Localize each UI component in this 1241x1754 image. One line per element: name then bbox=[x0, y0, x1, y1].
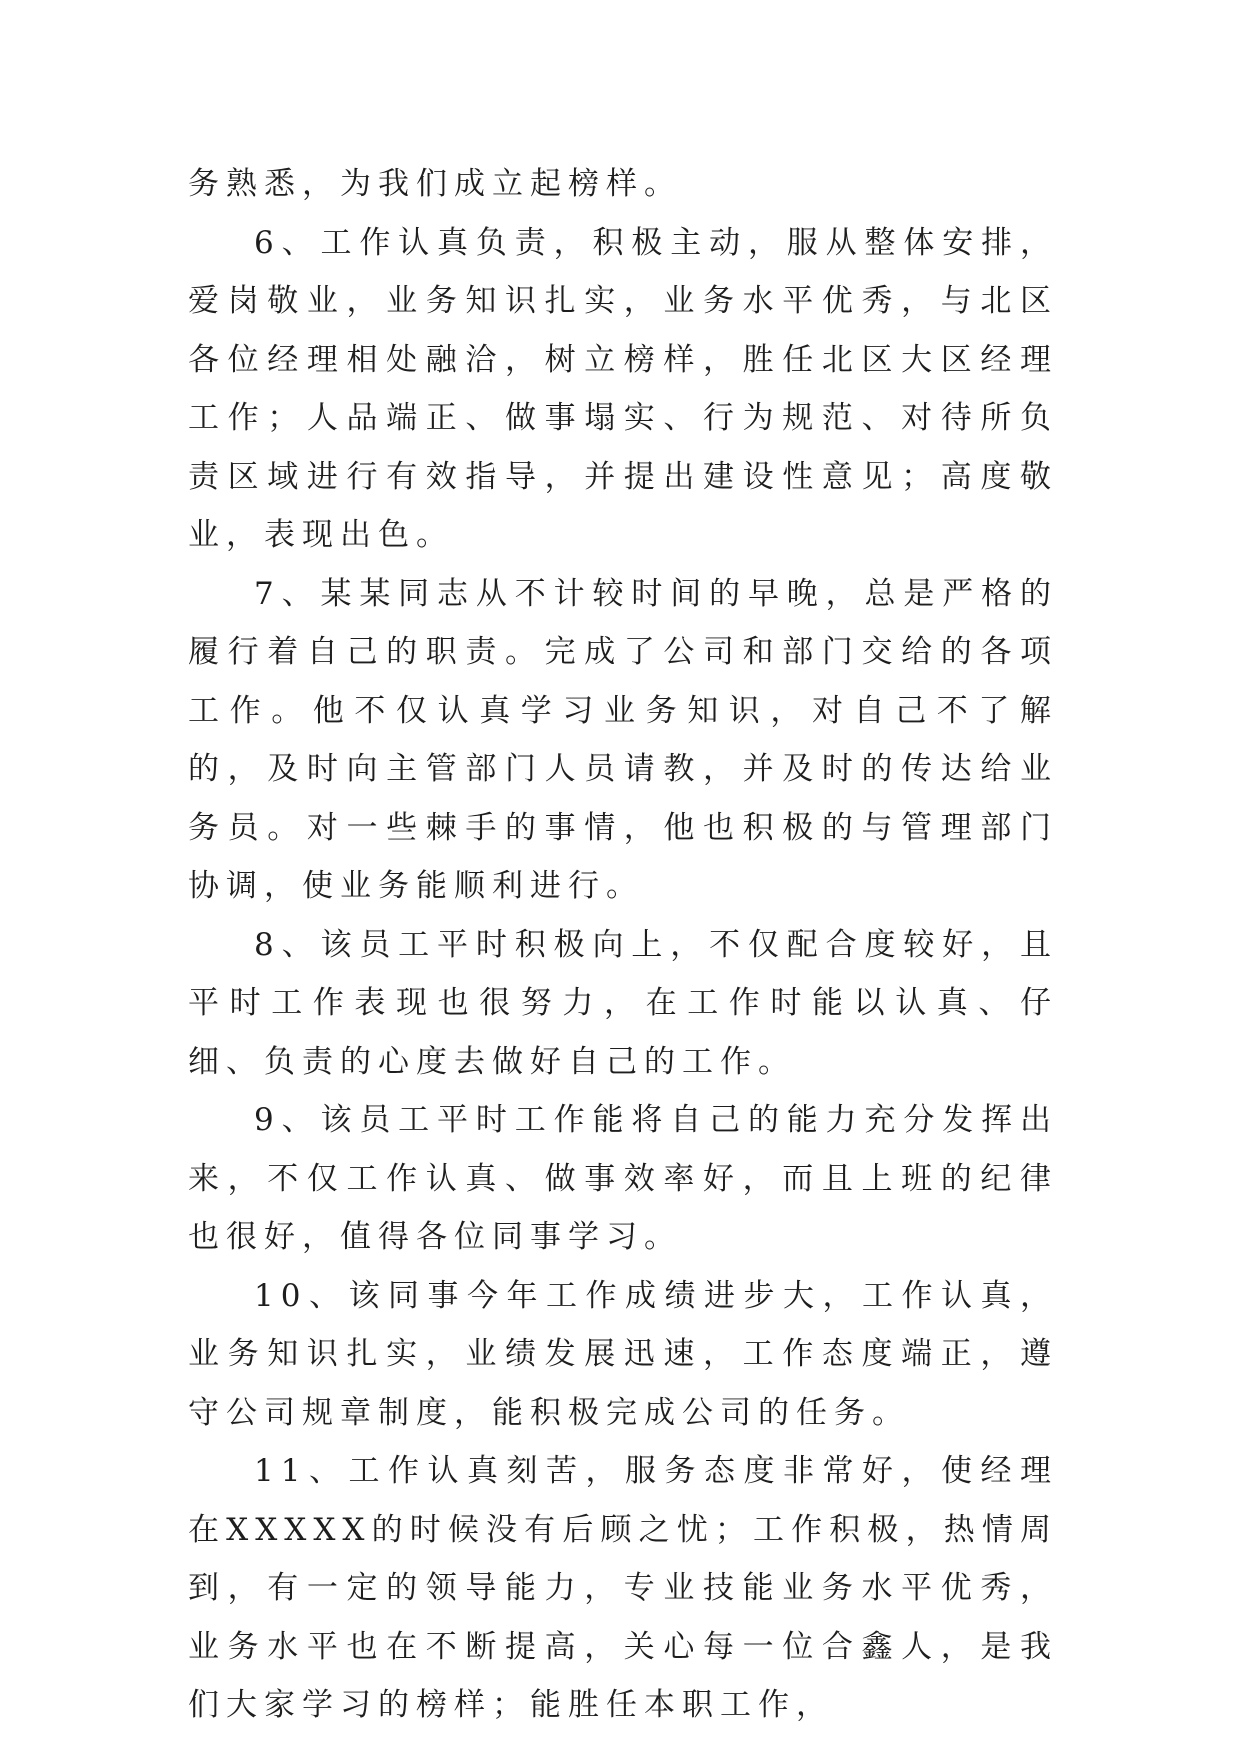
paragraph-item-9: 9、该员工平时工作能将自己的能力充分发挥出来，不仅工作认真、做事效率好，而且上班的纪律也很好，值得各位同事学习。 bbox=[188, 1102, 1058, 1255]
paragraph-item-6: 6、工作认真负责，积极主动，服从整体安排，爱岗敬业，业务知识扎实，业务水平优秀，与北区各位经理相处融洽，树立榜样，胜任北区大区经理工作；人品端正、做事塌实、行为规范、对待所负责区域进行有效指导，并提出建设性意见；高度敬业，表现出色。 bbox=[188, 224, 1058, 553]
paragraph-continuation: 务熟悉，为我们成立起榜样。 bbox=[188, 166, 682, 202]
document-body bbox=[188, 155, 1058, 1735]
paragraph-item-10: 10、该同事今年工作成绩进步大，工作认真，业务知识扎实，业绩发展迅速，工作态度端正，遵守公司规章制度，能积极完成公司的任务。 bbox=[188, 1277, 1058, 1431]
paragraph-item-7: 7、某某同志从不计较时间的早晚，总是严格的履行着自己的职责。完成了公司和部门交给的各项工作。他不仅认真学习业务知识，对自己不了解的，及时向主管部门人员请教，并及时的传达给业务员。对一些棘手的事情，他也积极的与管理部门协调，使业务能顺利进行。 bbox=[188, 575, 1058, 904]
paragraph-item-11: 11、工作认真刻苦，服务态度非常好，使经理在XXXXX的时候没有后顾之忧；工作积极，热情周到，有一定的领导能力，专业技能业务水平优秀，业务水平也在不断提高，关心每一位合鑫人，是我们大家学习的榜样；能胜任本职工作， bbox=[188, 1453, 1058, 1723]
paragraph-item-8: 8、该员工平时积极向上，不仅配合度较好，且平时工作表现也很努力，在工作时能以认真、仔细、负责的心度去做好自己的工作。 bbox=[188, 926, 1058, 1080]
